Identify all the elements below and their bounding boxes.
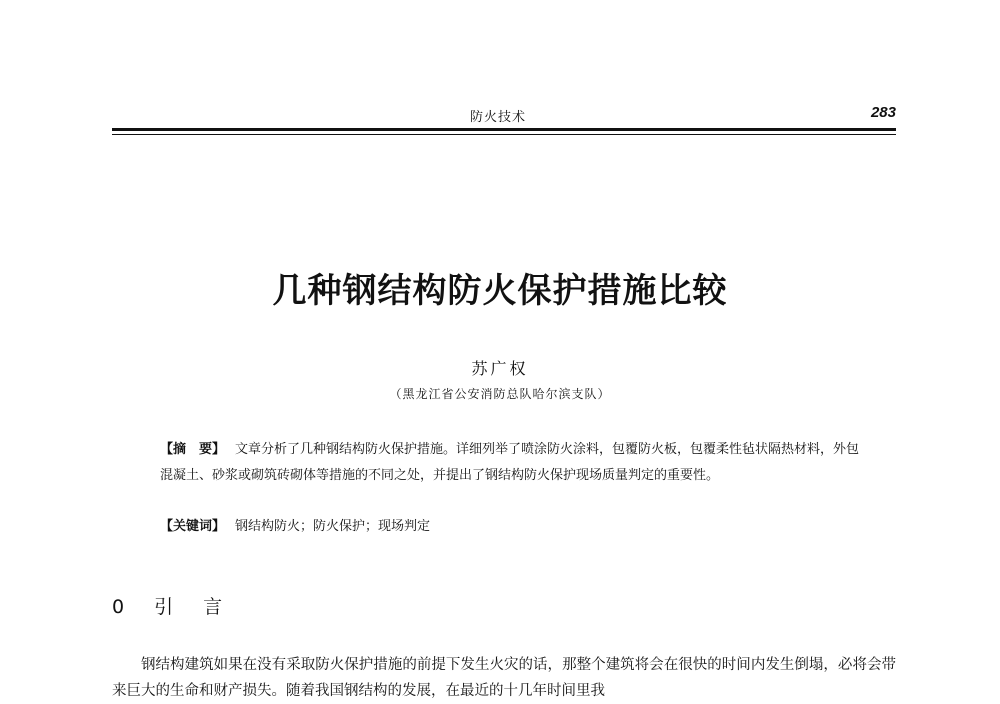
body-paragraph: 钢结构建筑如果在没有采取防火保护措施的前提下发生火灾的话，那整个建筑将会在很快的时间内发生倒塌，必将会带来巨大的生命和财产损失。随着我国钢结构的发展，在最近的十几年时间里我	[112, 657, 896, 699]
section-heading: 0 引 言	[112, 596, 235, 618]
header-rule-thin	[112, 134, 896, 135]
abstract-label: 【摘 要】	[160, 442, 226, 457]
page-number: 283	[870, 104, 896, 121]
author-affiliation: （黑龙江省公安消防总队哈尔滨支队）	[389, 387, 611, 401]
keywords	[160, 515, 860, 534]
abstract	[160, 437, 860, 489]
running-head: 防火技术	[470, 110, 527, 125]
author-name: 苏广权	[471, 359, 529, 378]
header-rule-thick	[112, 128, 896, 131]
keywords-text: 钢结构防火；防火保护；现场判定	[235, 519, 431, 534]
abstract-text: 文章分析了几种钢结构防火保护措施。详细列举了喷涂防火涂料，包覆防火板，包覆柔性毡状隔热材料，外包混凝土、砂浆或砌筑砖砌体等措施的不同之处，并提出了钢结构防火保护现场质量判定的重要性。	[160, 442, 860, 483]
article-title: 几种钢结构防火保护措施比较	[272, 271, 728, 311]
keywords-label: 【关键词】	[160, 519, 226, 534]
